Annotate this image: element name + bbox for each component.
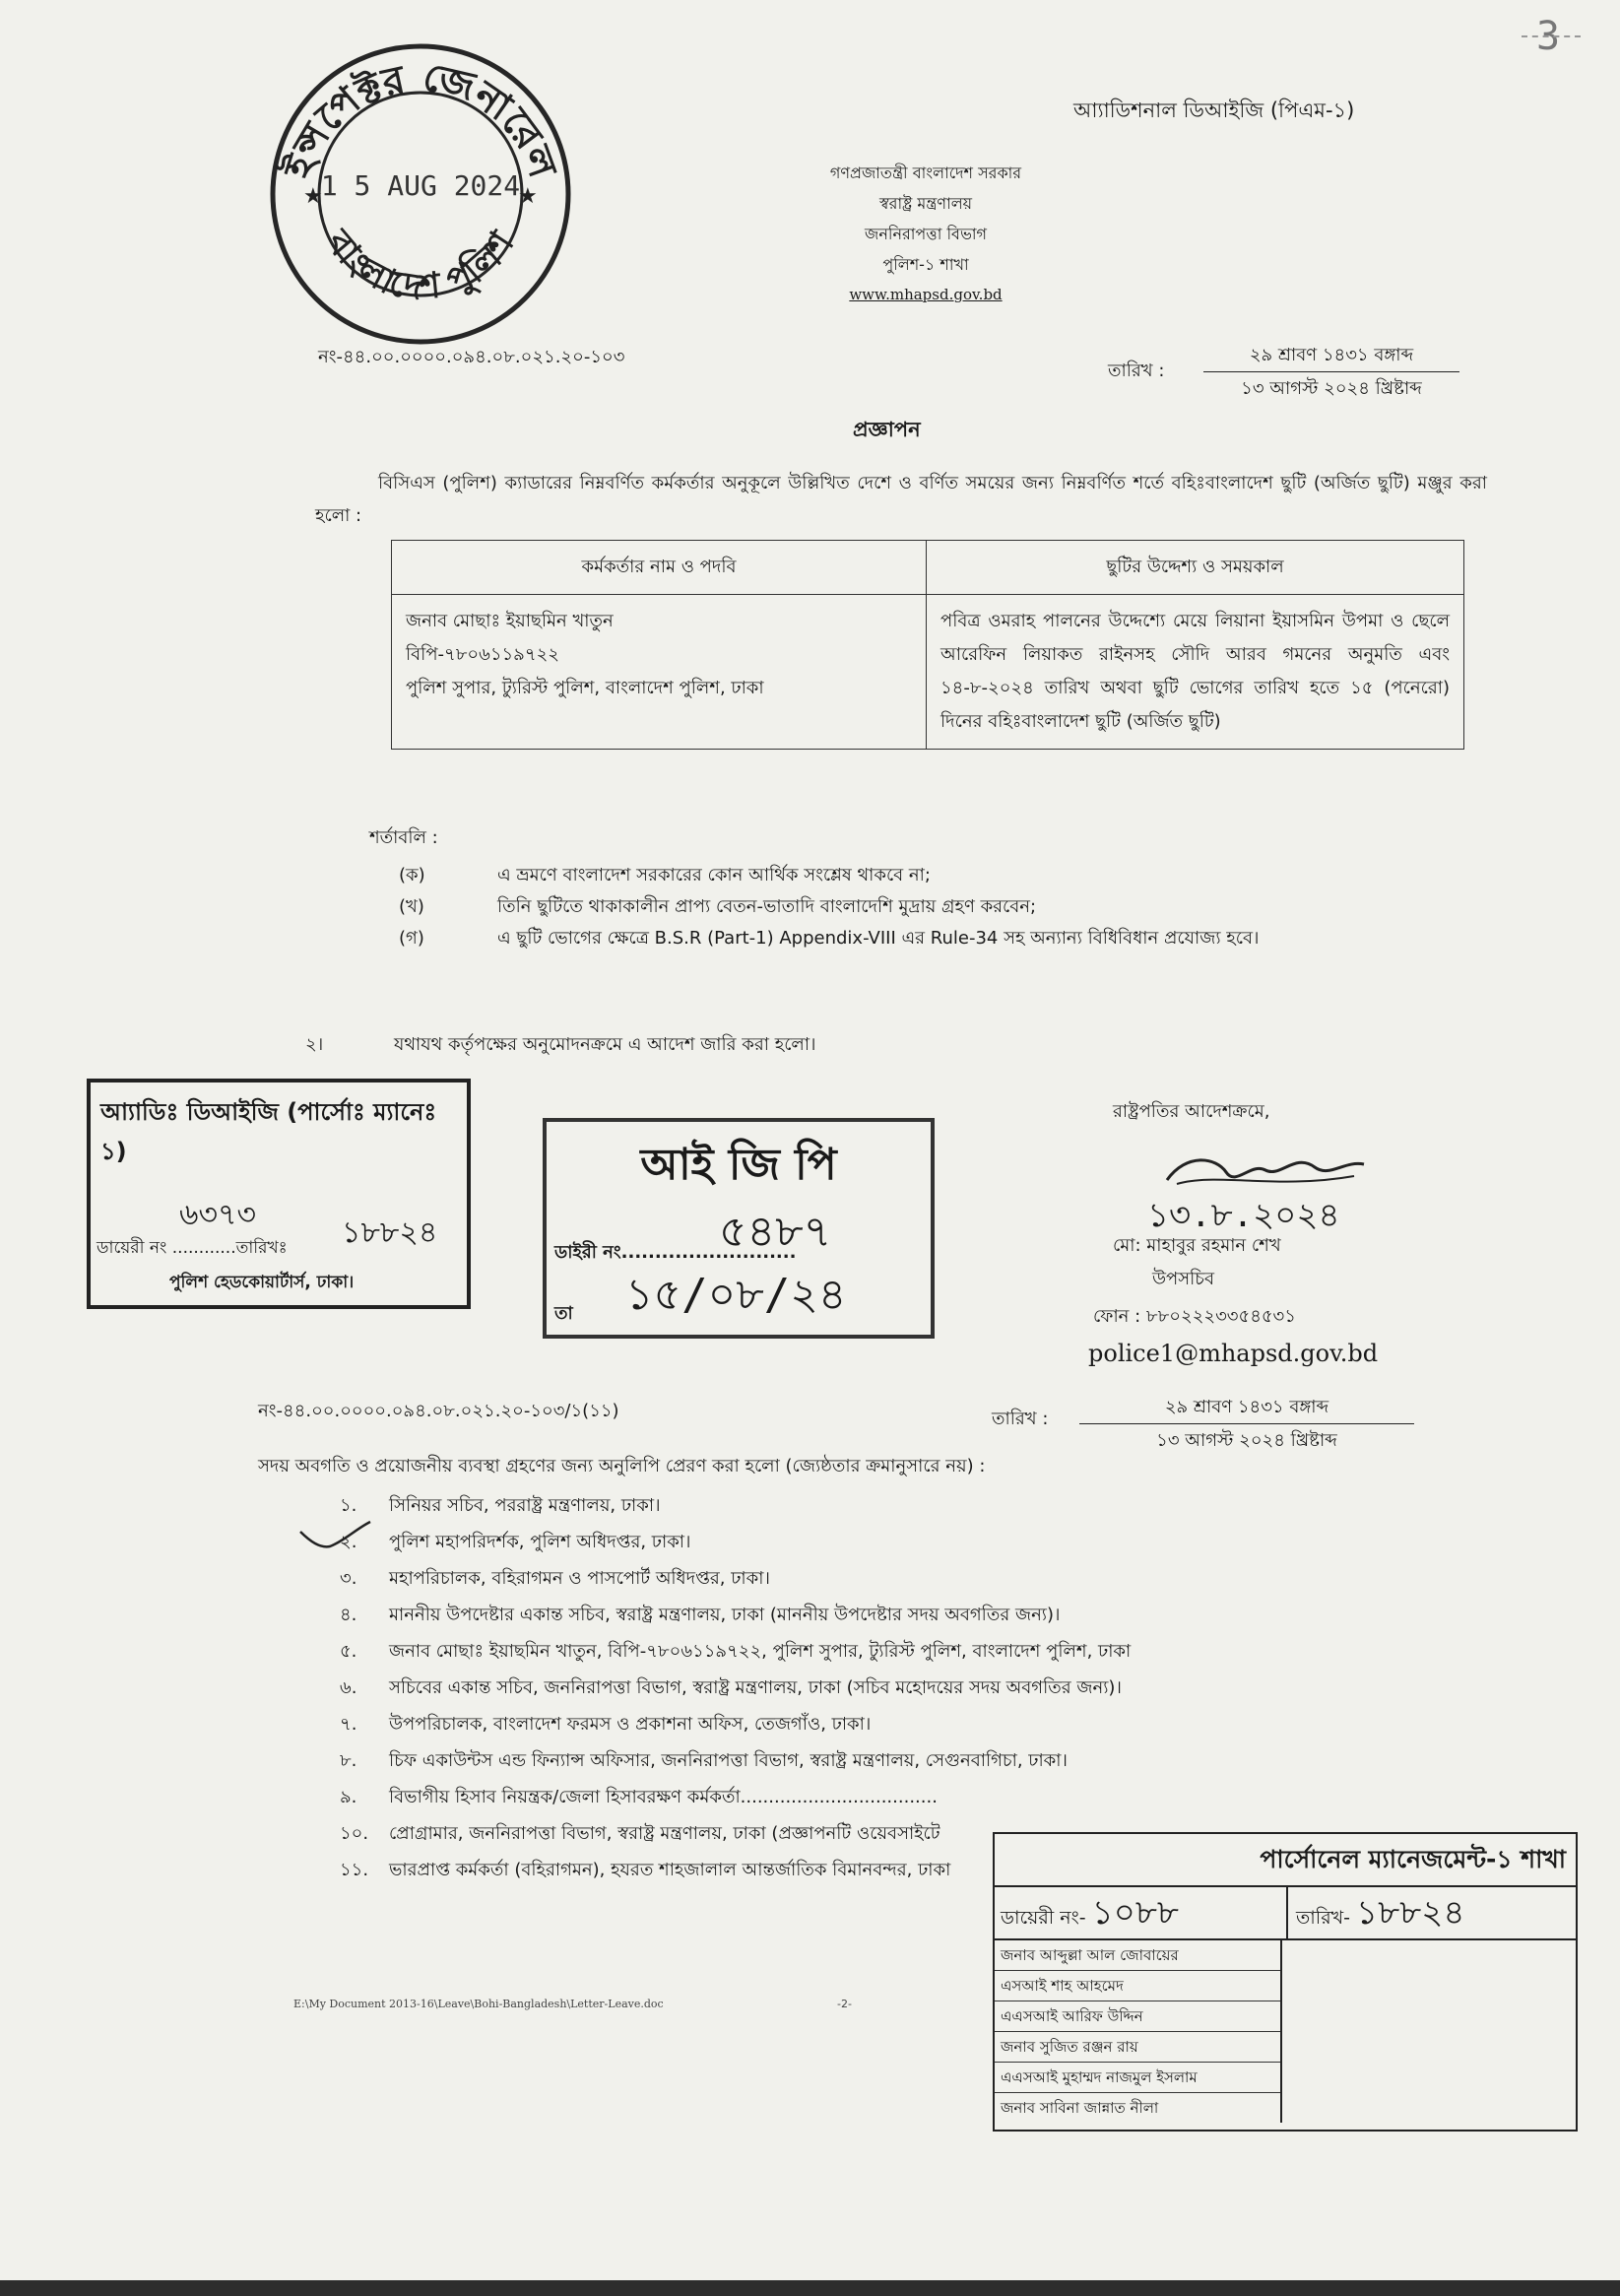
seal-top-text: ইন্সপেক্টর জেনারেল (275, 54, 566, 184)
seal-star-left: ★ (303, 184, 323, 209)
item-text: ভারপ্রাপ্ত কর্মকর্তা (বহিরাগমন), হযরত শাহজালাল আন্তর্জাতিক বিমানবন্দর, ঢাকা (389, 1860, 951, 1880)
copy-memo-number: নং-৪৪.০০.০০০০.০৯৪.০৮.০২১.২০-১০৩/১(১১) (258, 1401, 619, 1421)
list-item (340, 1633, 1590, 1670)
signatory-designation: উপসচিব (1152, 1269, 1215, 1289)
condition-text: এ ভ্রমণে বাংলাদেশ সরকারের কোন আর্থিক সংশ্লেষ থাকবে না; (497, 865, 931, 886)
list-item (389, 923, 1492, 954)
seal-star-right: ★ (518, 184, 538, 209)
stamp-diary-number: ৬৩৭৩ (179, 1198, 257, 1232)
officer-bp: বিপি-৭৮০৬১১৯৭২২ (406, 644, 559, 665)
item-number: ৬. (340, 1677, 357, 1698)
list-item (340, 1779, 1590, 1815)
stamp-igp (543, 1118, 935, 1339)
item-number: ৫. (340, 1641, 357, 1662)
list-item: জনাব সুজিত রঞ্জন রায় (995, 2032, 1280, 2063)
president-order: রাষ্ট্রপতির আদেশক্রমে, (1113, 1101, 1270, 1122)
document-title: প্রজ্ঞাপন (853, 418, 921, 441)
purpose-cell: পবিত্র ওমরাহ পালনের উদ্দেশ্যে মেয়ে লিয়ানা ইয়াসমিন উপমা ও ছেলে আরেফিন লিয়াকত রাইনসহ সৌদি আরব গমনের অনুমতি এবং ১৪-৮-২০২৪ তারিখ অথবা ছুটি ভোগের তারিখ হতে ১৫ (পনেরো) দিনের বহিঃবাংলাদেশ ছুটি (অর্জিত ছুটি) (927, 595, 1464, 750)
header-line: জননিরাপত্তা বিভাগ (865, 225, 987, 243)
date-block (1203, 345, 1459, 400)
copy-date-english: ১৩ আগস্ট ২০২৪ খ্রিষ্টাব্দ (1156, 1429, 1337, 1451)
pencil-mark: 3 (1536, 14, 1561, 59)
list-item (340, 1487, 1590, 1524)
gov-header (748, 158, 1103, 310)
stamp-personnel (993, 1832, 1578, 2132)
conditions-label: শর্তাবলি : (369, 827, 438, 848)
list-item (340, 1597, 1590, 1633)
table-header: কর্মকর্তার নাম ও পদবি (392, 541, 927, 595)
item-text: পুলিশ মহাপরিদর্শক, পুলিশ অধিদপ্তর, ঢাকা। (389, 1532, 691, 1552)
check-mark (295, 1517, 374, 1556)
stamp-date: ১৮৮২৪ (342, 1215, 438, 1250)
stamp-date: ১৮৮২৪ (1356, 1893, 1465, 1933)
leave-table (391, 540, 1464, 750)
copy-intro: সদয় অবগতি ও প্রয়োজনীয় ব্যবস্থা গ্রহণের জন্য অনুলিপি প্রেরণ করা হলো (জ্যেষ্ঠতার ক্রমানুসারে নয়) : (258, 1456, 986, 1476)
item-text: সচিবের একান্ত সচিব, জননিরাপত্তা বিভাগ, স্বরাষ্ট্র মন্ত্রণালয়, ঢাকা (সচিব মহোদয়ের সদয় অবগতির জন্য)। (389, 1677, 1122, 1698)
copy-list (340, 1487, 1590, 1888)
conditions-list (389, 860, 1492, 954)
item-number: ২. (340, 1532, 357, 1552)
header-url[interactable]: www.mhapsd.gov.bd (849, 286, 1003, 303)
stamp-title: আ্যাডিঃ ডিআইজি (পার্সোঃ ম্যানেঃ ১) (100, 1098, 437, 1165)
list-item: জনাব আব্দুল্লা আল জোবায়ের (995, 1940, 1280, 1971)
item-number: ৯. (340, 1787, 357, 1807)
date-bangla: ২৯ শ্রাবণ ১৪৩১ বঙ্গাব্দ (1203, 345, 1459, 372)
signatory-name: মো: মাহাবুর রহমান শেখ (1113, 1235, 1281, 1256)
para-number: ২। (305, 1034, 324, 1055)
svg-text:ইন্সপেক্টর জেনারেল (274, 54, 565, 185)
stamp-date: ১৫/০৮/২৪ (625, 1270, 847, 1320)
table-header: ছুটির উদ্দেশ্য ও সময়কাল (927, 541, 1464, 595)
item-text: মাননীয় উপদেষ্টার একান্ত সচিব, স্বরাষ্ট্র মন্ত্রণালয়, ঢাকা (মাননীয় উপদেষ্টার সদয় অবগতির জন্য)। (389, 1605, 1061, 1625)
copy-date-label: তারিখ : (992, 1409, 1049, 1429)
condition-key: (গ) (399, 928, 424, 949)
officer-cell (392, 595, 927, 750)
list-item: এএসআই মুহাম্মদ নাজমুল ইসলাম (995, 2063, 1280, 2093)
condition-text: তিনি ছুটিতে থাকাকালীন প্রাপ্য বেতন-ভাতাদি বাংলাদেশি মুদ্রায় গ্রহণ করবেন; (497, 896, 1037, 917)
list-item (340, 1524, 1590, 1560)
intro-text: বিসিএস (পুলিশ) ক্যাডারের নিম্নবর্ণিত কর্মকর্তার অনুকূলে উল্লিখিত দেশে ও বর্ণিত সময়ের জন্য নিম্নবর্ণিত শর্তে বহিঃবাংলাদেশ ছুটি (অর্জিত ছুটি) মঞ্জুর করা হলো : (315, 473, 1487, 526)
item-number: ৭. (340, 1714, 357, 1735)
stamp-diary-number: ১০৮৮ (1091, 1893, 1179, 1933)
stamp-diary-label: ডায়েরী নং- (1001, 1907, 1086, 1929)
list-item (340, 1706, 1590, 1742)
officer-post: পুলিশ সুপার, ট্যুরিস্ট পুলিশ, বাংলাদেশ পুলিশ, ঢাকা (406, 678, 764, 698)
stamp-title: পার্সোনেল ম্যানেজমেন্ট-১ শাখা (995, 1834, 1576, 1887)
list-item (389, 891, 1492, 923)
date-english: ১৩ আগস্ট ২০২৪ খ্রিষ্টাব্দ (1241, 377, 1422, 399)
stamp-adig (87, 1079, 471, 1309)
stamp-diary-number: ৫৪৮৭ (719, 1207, 832, 1257)
svg-text:বাংলাদেশ পুলিশ (317, 222, 524, 308)
item-number: ৮. (340, 1750, 357, 1771)
condition-key: (ক) (399, 865, 425, 886)
copy-date-bangla: ২৯ শ্রাবণ ১৪৩১ বঙ্গাব্দ (1079, 1397, 1414, 1424)
corner-note: আ্যাডিশনাল ডিআইজি (পিএম-১) (1073, 98, 1355, 122)
item-number: ১০. (340, 1823, 369, 1844)
pencil-dash (1522, 35, 1581, 37)
signature-date: ১৩.৮.২০২৪ (1147, 1196, 1340, 1235)
item-text: মহাপরিচালক, বহিরাগমন ও পাসপোর্ট অধিদপ্তর, ঢাকা। (389, 1568, 770, 1589)
header-line: গণপ্রজাতন্ত্রী বাংলাদেশ সরকার (829, 164, 1022, 182)
signatory-email[interactable]: police1@mhapsd.gov.bd (1088, 1340, 1379, 1367)
list-item: এএসআই আরিফ উদ্দিন (995, 2001, 1280, 2032)
list-item (389, 860, 1492, 891)
list-item (340, 1560, 1590, 1597)
stamp-date-label: তা (554, 1303, 573, 1324)
condition-key: (খ) (399, 896, 424, 917)
memo-number: নং-৪৪.০০.০০০০.০৯৪.০৮.০২১.২০-১০৩ (318, 347, 625, 367)
stamp-date-label: তারিখ- (1296, 1907, 1350, 1929)
item-text: চিফ একাউন্টস এন্ড ফিন্যান্স অফিসার, জননিরাপত্তা বিভাগ, স্বরাষ্ট্র মন্ত্রণালয়, সেগুনবাগিচা, ঢাকা। (389, 1750, 1068, 1771)
item-number: ৪. (340, 1605, 357, 1625)
item-text: উপপরিচালক, বাংলাদেশ ফরমস ও প্রকাশনা অফিস, তেজগাঁও, ঢাকা। (389, 1714, 872, 1735)
stamp-footer: পুলিশ হেডকোয়ার্টার্স, ঢাকা। (169, 1273, 355, 1292)
scan-edge (0, 2280, 1620, 2296)
item-number: ১. (340, 1495, 357, 1516)
seal-stamp (264, 37, 577, 351)
item-number: ৩. (340, 1568, 357, 1589)
list-item: এসআই শাহ আহমেদ (995, 1971, 1280, 2001)
para-text: যথাযথ কর্তৃপক্ষের অনুমোদনক্রমে এ আদেশ জারি করা হলো। (394, 1034, 816, 1055)
list-item (340, 1742, 1590, 1779)
copy-date-block (1079, 1397, 1414, 1452)
item-text: সিনিয়র সচিব, পররাষ্ট্র মন্ত্রণালয়, ঢাকা। (389, 1495, 661, 1516)
header-line: স্বরাষ্ট্র মন্ত্রণালয় (878, 194, 973, 213)
date-label: তারিখ : (1108, 361, 1165, 381)
seal-date: 1 5 AUG 2024 (320, 169, 521, 202)
stamp-diary-label: ডাইরী নং.......................... (554, 1242, 797, 1263)
list-item: জনাব সাবিনা জান্নাত নীলা (1001, 2099, 1159, 2117)
item-number: ১১. (340, 1860, 369, 1880)
file-path: E:\My Document 2013-16\Leave\Bohi-Bangladesh\Letter-Leave.doc (293, 1998, 664, 2010)
list-item (340, 1670, 1590, 1706)
stamp-diary-label: ডায়েরী নং ............তারিখঃ (97, 1238, 288, 1258)
item-text: বিভাগীয় হিসাব নিয়ন্ত্রক/জেলা হিসাবরক্ষণ কর্মকর্তা................................... (389, 1787, 938, 1807)
signatory-phone: ফোন : ৮৮০২২২৩৩৫৪৫৩১ (1093, 1306, 1296, 1327)
officer-name: জনাব মোছাঃ ইয়াছমিন খাতুন (406, 611, 614, 631)
header-line: পুলিশ-১ শাখা (882, 255, 969, 274)
stamp-title: আই জি পি (640, 1140, 837, 1190)
item-text: প্রোগ্রামার, জননিরাপত্তা বিভাগ, স্বরাষ্ট্র মন্ত্রণালয়, ঢাকা (প্রজ্ঞাপনটি ওয়েবসাইটে (389, 1823, 940, 1844)
condition-text: এ ছুটি ভোগের ক্ষেত্রে B.S.R (Part-1) Appendix-VIII এর Rule-34 সহ অন্যান্য বিধিবিধান প্রযোজ্য হবে। (497, 928, 1260, 949)
item-text: জনাব মোছাঃ ইয়াছমিন খাতুন, বিপি-৭৮০৬১১৯৭২২, পুলিশ সুপার, ট্যুরিস্ট পুলিশ, বাংলাদেশ পুলিশ, ঢাকা (389, 1641, 1132, 1662)
page-number: -2- (837, 1998, 852, 2010)
seal-bottom-text: বাংলাদেশ পুলিশ (317, 223, 523, 309)
